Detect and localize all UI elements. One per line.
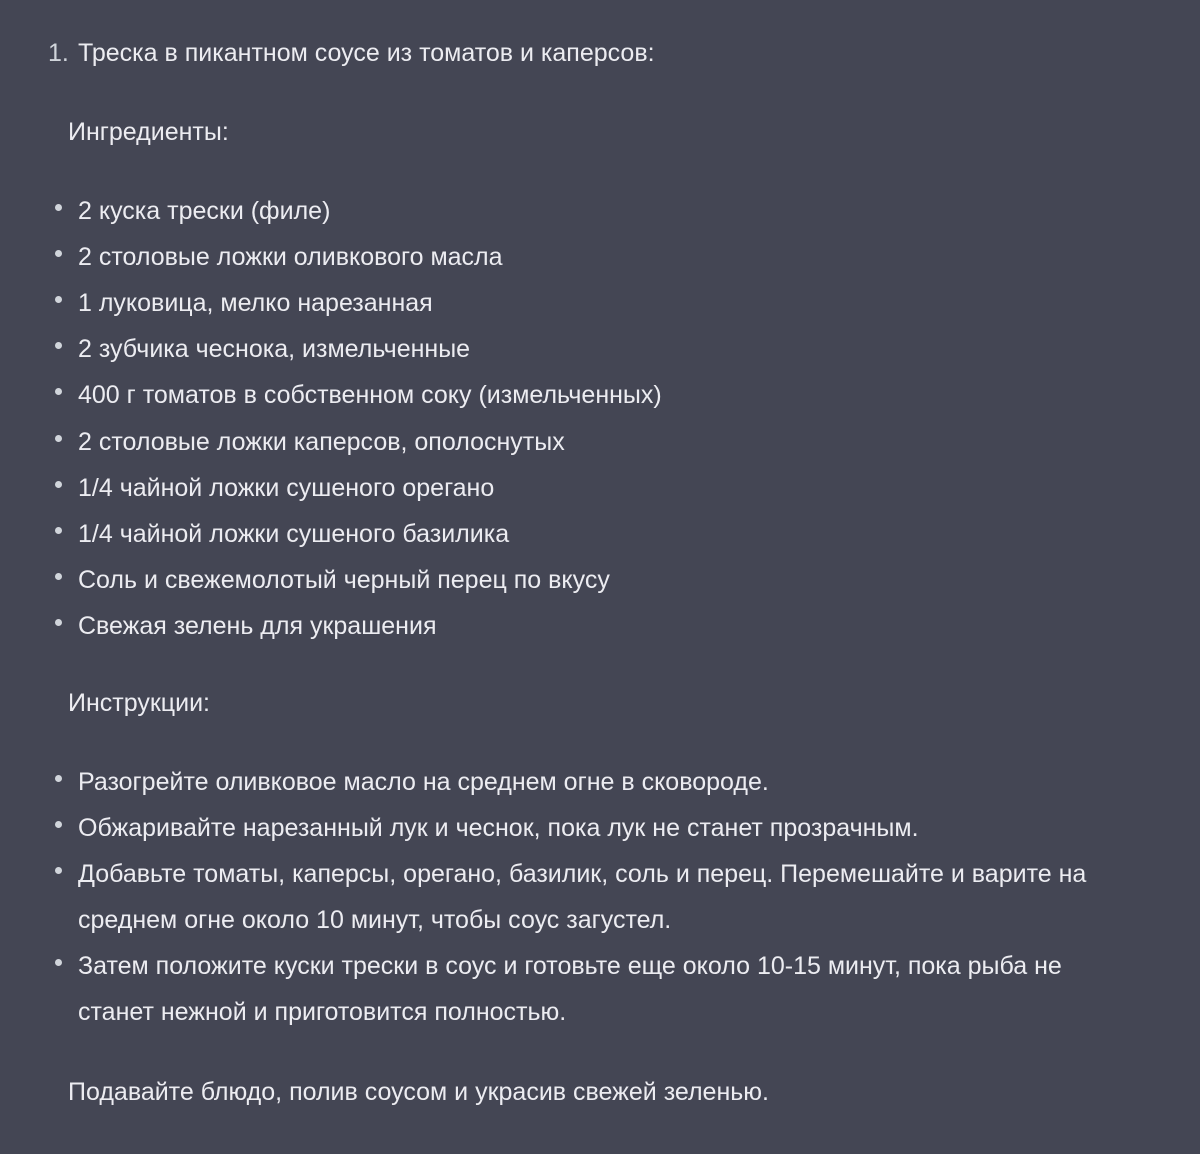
ingredients-heading: Ингредиенты: xyxy=(68,118,229,146)
bullet-icon xyxy=(55,481,62,488)
bullet-icon xyxy=(55,527,62,534)
instruction-step-line: Затем положите куски трески в соус и готовьте еще около 10-15 минут, пока рыба не xyxy=(78,952,1062,980)
instruction-step-line: Разогрейте оливковое масло на среднем огне в сковороде. xyxy=(78,768,769,796)
instruction-step-line: Добавьте томаты, каперсы, орегано, базилик, соль и перец. Перемешайте и варите на xyxy=(78,860,1087,888)
bullet-icon xyxy=(55,619,62,626)
bullet-icon xyxy=(55,775,62,782)
bullet-icon xyxy=(55,573,62,580)
instruction-step-line: среднем огне около 10 минут, чтобы соус загустел. xyxy=(78,906,672,934)
bullet-icon xyxy=(55,296,62,303)
serving-note: Подавайте блюдо, полив соусом и украсив свежей зеленью. xyxy=(68,1078,769,1106)
bullet-icon xyxy=(55,435,62,442)
ingredient-item: Свежая зелень для украшения xyxy=(78,612,437,640)
bullet-icon xyxy=(55,388,62,395)
instructions-heading: Инструкции: xyxy=(68,689,210,717)
ingredient-item: 2 зубчика чеснока, измельченные xyxy=(78,335,471,363)
ingredient-item: Соль и свежемолотый черный перец по вкусу xyxy=(78,566,610,594)
ingredient-item: 2 столовые ложки оливкового масла xyxy=(78,243,503,271)
ingredient-item: 1 луковица, мелко нарезанная xyxy=(78,289,433,317)
list-number: 1. xyxy=(48,39,69,67)
bullet-icon xyxy=(55,342,62,349)
bullet-icon xyxy=(55,867,62,874)
ingredient-item: 2 куска трески (филе) xyxy=(78,197,331,225)
bullet-icon xyxy=(55,959,62,966)
bullet-icon xyxy=(55,821,62,828)
ingredient-item: 1/4 чайной ложки сушеного базилика xyxy=(78,520,510,548)
bullet-icon xyxy=(55,250,62,257)
ingredient-item: 2 столовые ложки каперсов, ополоснутых xyxy=(78,428,565,456)
bullet-icon xyxy=(55,204,62,211)
instruction-step-line: Обжаривайте нарезанный лук и чеснок, пока лук не станет прозрачным. xyxy=(78,814,919,842)
instruction-step-line: станет нежной и приготовится полностью. xyxy=(78,998,567,1026)
recipe-title: Треска в пикантном соусе из томатов и каперсов: xyxy=(78,39,655,67)
ingredient-item: 400 г томатов в собственном соку (измельченных) xyxy=(78,381,662,409)
ingredient-item: 1/4 чайной ложки сушеного орегано xyxy=(78,474,495,502)
